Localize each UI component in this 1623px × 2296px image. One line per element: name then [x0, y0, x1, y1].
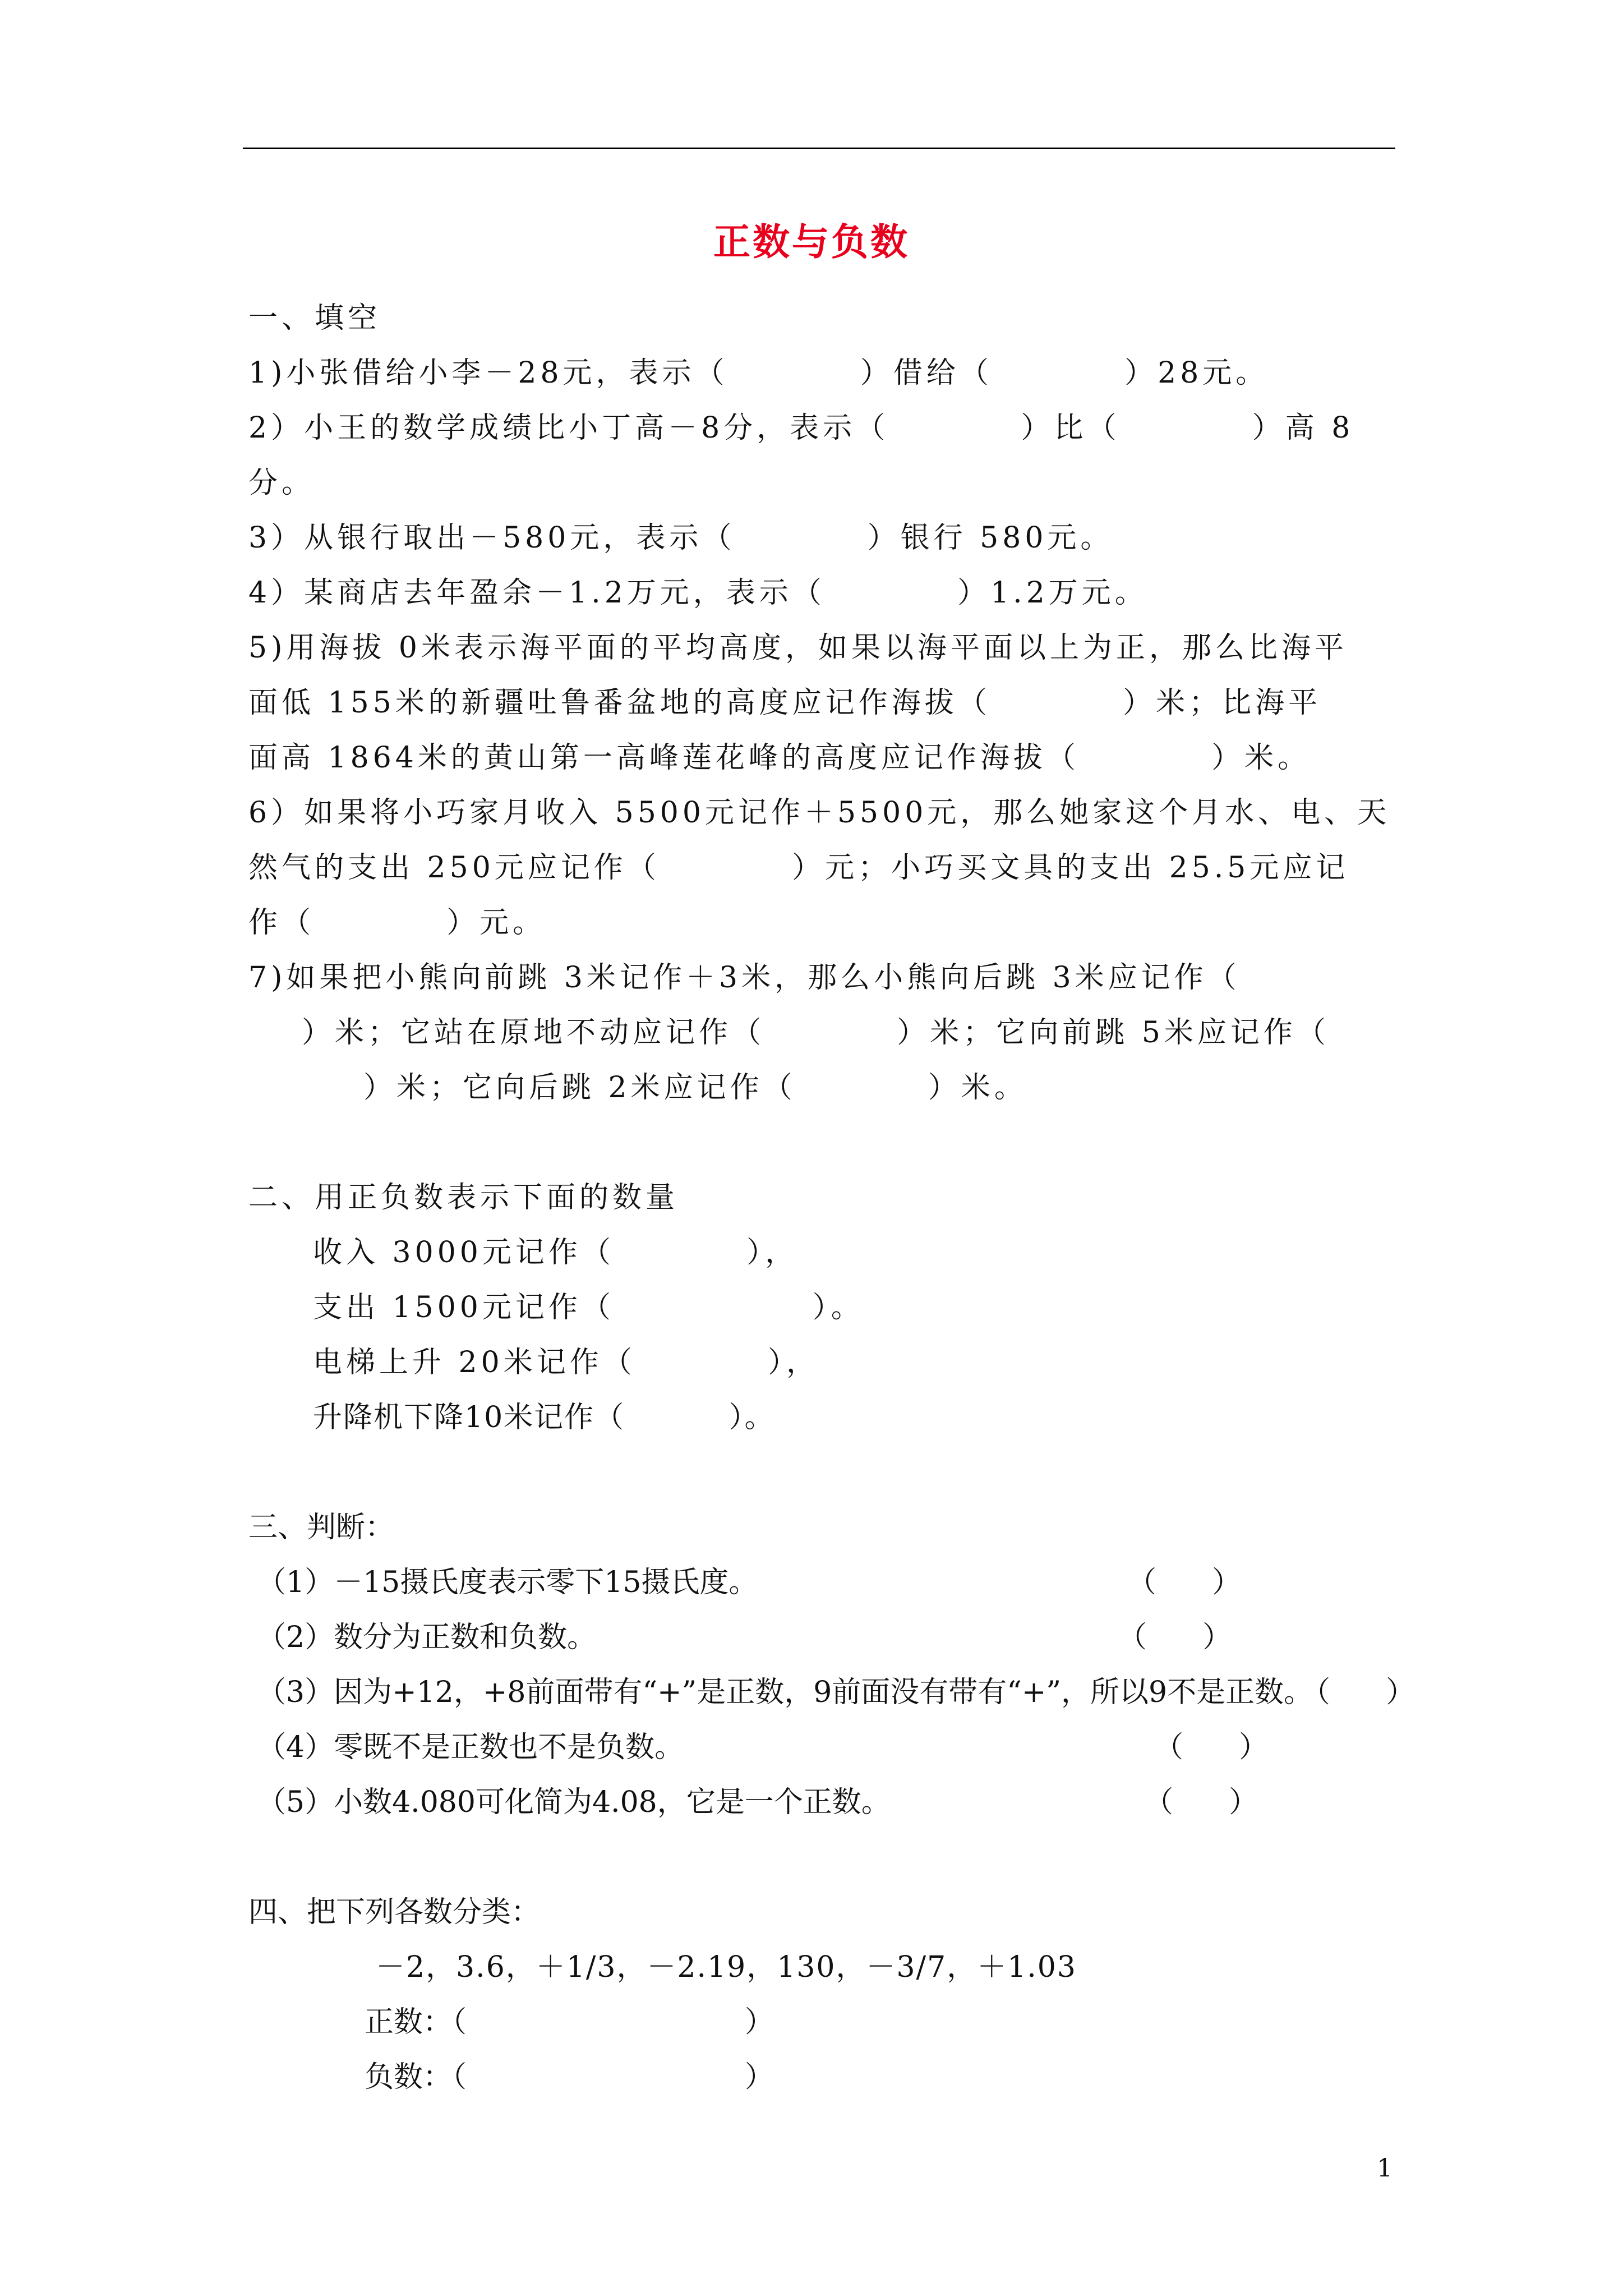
section1-heading: 一、填空	[248, 301, 381, 335]
fill-q2-line1: 2）小王的数学成绩比小丁高－8分，表示（ ）比（ ）高 8	[248, 411, 1354, 445]
judge-bracket-5[interactable]: （ ）	[1144, 1786, 1258, 1819]
fill-q7-line1: 7)如果把小熊向前跳 3米记作＋3米，那么小熊向后跳 3米应记作（	[248, 961, 1241, 995]
judge-bracket-3[interactable]: （ ）	[1301, 1676, 1415, 1709]
judge-item-4: （4）零既不是正数也不是负数。	[257, 1731, 684, 1764]
section3-heading: 三、判断：	[248, 1511, 395, 1544]
judge-bracket-1[interactable]: （ ）	[1127, 1566, 1242, 1599]
header-rule	[243, 148, 1395, 149]
fill-q6-line3: 作（ ）元。	[248, 906, 546, 940]
fill-q7-line2: ）米；它站在原地不动应记作（ ）米；它向前跳 5米应记作（	[302, 1016, 1330, 1050]
signed-number-item-3: 电梯上升 20米记作（ ），	[313, 1346, 819, 1379]
section2-heading: 二、用正负数表示下面的数量	[248, 1181, 679, 1214]
fill-q5-line3: 面高 1864米的黄山第一高峰莲花峰的高度应记作海拔（ ）米。	[248, 741, 1311, 775]
judge-bracket-4[interactable]: （ ）	[1154, 1731, 1269, 1764]
positive-answer-line[interactable]: 正数：（ ）	[365, 2005, 774, 2039]
judge-item-1: （1）－15摄氏度表示零下15摄氏度。	[257, 1566, 758, 1599]
fill-q5-line1: 5)用海拔 0米表示海平面的平均高度，如果以海平面以上为正，那么比海平	[248, 631, 1348, 665]
fill-q4: 4）某商店去年盈余－1.2万元，表示（ ）1.2万元。	[248, 576, 1148, 610]
fill-q6-line2: 然气的支出 250元应记作（ ）元；小巧买文具的支出 25.5元应记	[248, 851, 1349, 885]
judge-bracket-2[interactable]: （ ）	[1118, 1621, 1232, 1654]
page-title: 正数与负数	[713, 220, 910, 264]
fill-q2-line2: 分。	[248, 466, 315, 500]
fill-q1: 1)小张借给小李－28元，表示（ ）借给（ ）28元。	[248, 356, 1269, 390]
section4-heading: 四、把下列各数分类：	[248, 1895, 541, 1929]
page-number: 1	[1377, 2154, 1393, 2183]
judge-item-5: （5）小数4.080可化简为4.08，它是一个正数。	[257, 1786, 891, 1819]
judge-item-3: （3）因为+12，+8前面带有“+”是正数，9前面没有带有“+”，所以9不是正数。	[257, 1676, 1313, 1709]
signed-number-item-4: 升降机下降10米记作（ ）。	[313, 1401, 775, 1434]
fill-q7-line3: ）米；它向后跳 2米应记作（ ）米。	[363, 1071, 1027, 1105]
judge-item-2: （2）数分为正数和负数。	[257, 1621, 597, 1654]
fill-q5-line2: 面低 155米的新疆吐鲁番盆地的高度应记作海拔（ ）米；比海平	[248, 686, 1322, 720]
signed-number-item-2: 支出 1500元记作（ ）。	[313, 1291, 864, 1324]
number-list: －2，3.6，＋1/3，－2.19，130，－3/7，＋1.03	[376, 1950, 1077, 1984]
fill-q3: 3）从银行取出－580元，表示（ ）银行 580元。	[248, 521, 1114, 555]
negative-answer-line[interactable]: 负数：（ ）	[365, 2060, 774, 2094]
signed-number-item-1: 收入 3000元记作（ ），	[313, 1236, 799, 1269]
fill-q6-line1: 6）如果将小巧家月收入 5500元记作＋5500元，那么她家这个月水、电、天	[248, 796, 1391, 830]
